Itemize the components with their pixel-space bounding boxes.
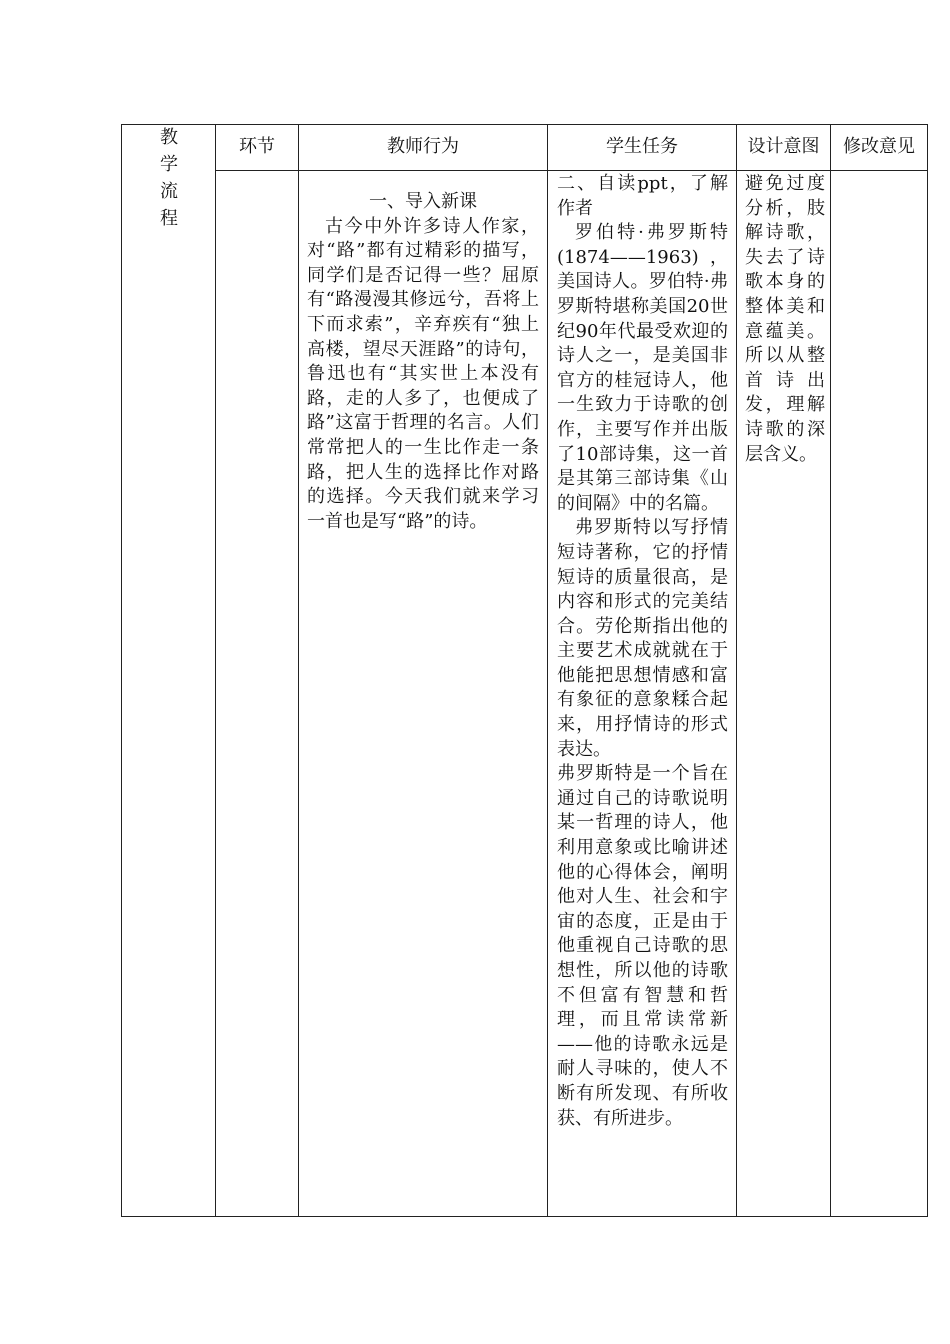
row-label-char: 教	[160, 127, 178, 148]
revision-notes-cell	[831, 171, 927, 1216]
student-section-heading: 二、自读ppt，了解作者	[557, 173, 728, 219]
design-intent-cell	[745, 172, 825, 467]
column-divider	[736, 124, 737, 1217]
teacher-intro-text: 古今中外许多诗人作家，对“路”都有过精彩的描写，同学们是否记得一些？屈原有“路漫漫其修远兮，吾将上下而求索”，辛弃疾有“独上高楼，望尽天涯路”的诗句，鲁迅也有“其实世上本没有路，走的人多了，也便成了路”这富于哲理的名言。人们常常把人的一生比作走一条路，把人生的选择比作对路的选择。今天我们就来学习一首也是写“路”的诗。	[307, 215, 539, 532]
header-stage: 环节	[239, 136, 275, 158]
row-label-char: 流	[160, 181, 178, 202]
column-divider	[547, 124, 548, 1217]
header-row-divider	[215, 170, 928, 171]
header-revision-notes: 修改意见	[843, 136, 915, 158]
row-label-teaching-process	[154, 124, 184, 232]
table-border-right	[927, 124, 928, 1217]
header-student-task: 学生任务	[606, 136, 678, 158]
teacher-section-heading: 一、导入新课	[369, 191, 477, 212]
student-task-cell	[557, 172, 728, 1131]
table-border-bottom	[121, 1216, 928, 1217]
lyric-poetry-paragraph: 弗罗斯特以写抒情短诗著称，它的抒情短诗的质量很高，是内容和形式的完美结合。劳伦斯指出他的主要艺术成就就在于他能把思想情感和富有象征的意象糅合起来，用抒情诗的形式表达。	[557, 517, 728, 760]
row-label-char: 程	[160, 208, 178, 229]
philosophy-paragraph: 弗罗斯特是一个旨在通过自己的诗歌说明某一哲理的诗人，他利用意象或比喻讲述他的心得体会，阐明他对人生、社会和宇宙的态度，正是由于他重视自己诗歌的思想性，所以他的诗歌不但富有智慧和哲理，而且常读常新——他的诗歌永远是耐人寻味的，使人不断有所发现、有所收获、有所进步。	[557, 763, 728, 1129]
row-label-char: 学	[160, 154, 178, 175]
header-teacher-behavior: 教师行为	[387, 136, 459, 158]
design-intent-text: 避免过度分析，肢解诗歌，失去了诗歌本身的整体美和意蕴美。所以从整首诗出发，理解诗歌的深层含义。	[745, 173, 825, 465]
header-design-intent: 设计意图	[747, 136, 820, 158]
table-border-left	[121, 124, 122, 1217]
author-intro-paragraph: 罗伯特·弗罗斯特(1874——1963)，美国诗人。罗伯特·弗罗斯特堪称美国20世纪90年代最受欢迎的诗人之一，是美国非官方的桂冠诗人，他一生致力于诗歌的创作，主要写作并出版了10部诗集，这一首是其第三部诗集《山的间隔》中的名篇。	[557, 222, 728, 514]
teacher-behavior-cell	[307, 190, 539, 534]
column-divider	[298, 124, 299, 1217]
stage-cell	[216, 171, 298, 1216]
